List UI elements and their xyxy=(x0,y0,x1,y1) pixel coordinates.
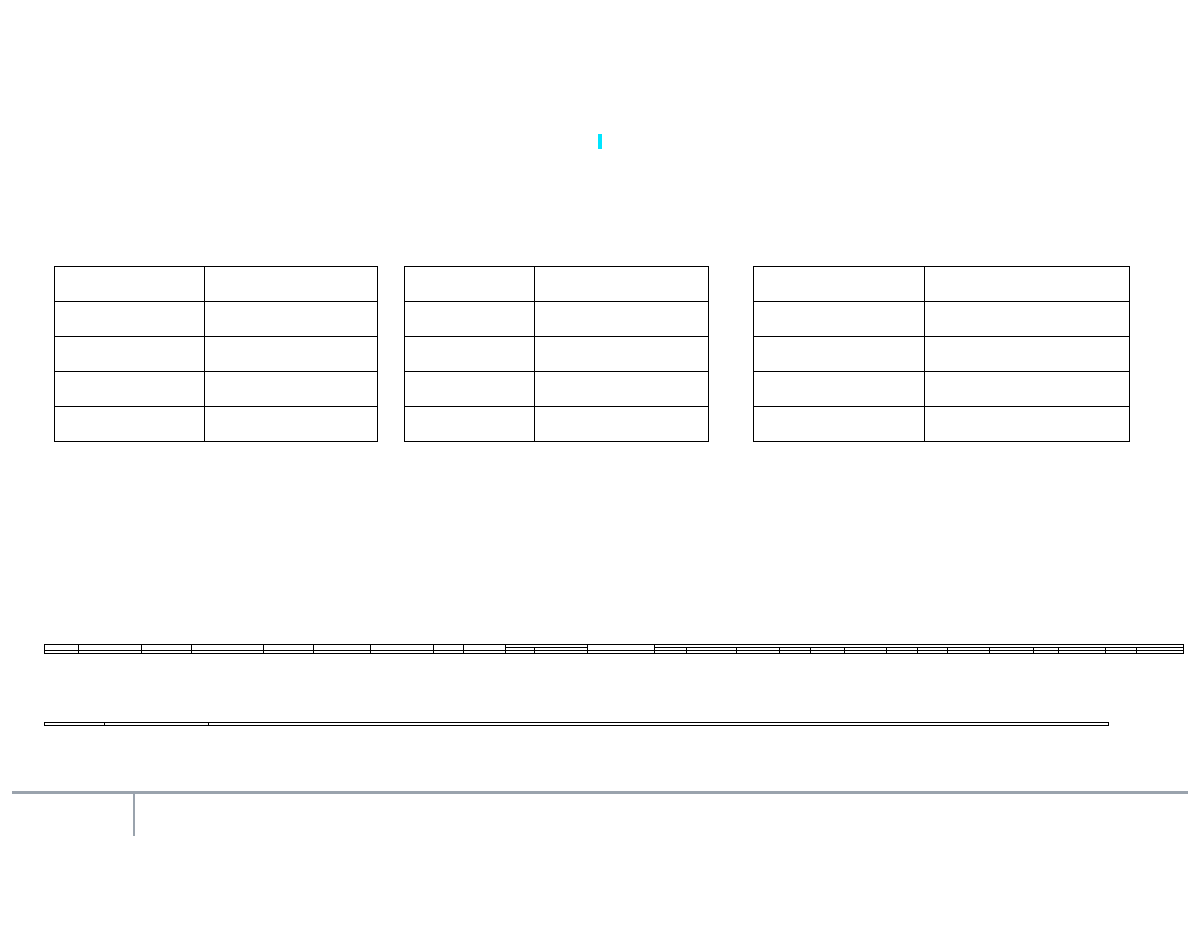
kv-value xyxy=(924,337,1129,372)
table-cell xyxy=(141,651,192,654)
table-cell xyxy=(844,651,886,654)
title-updated xyxy=(598,134,602,149)
table-row xyxy=(405,337,709,372)
table-cell xyxy=(78,651,141,654)
table-row xyxy=(754,337,1130,372)
column-header-empty xyxy=(105,723,209,726)
kv-key xyxy=(405,407,535,442)
group-header-direccion2 xyxy=(209,723,1109,726)
table-cell xyxy=(737,651,779,654)
kv-key xyxy=(754,372,925,407)
kv-key xyxy=(55,407,205,442)
table-cell xyxy=(371,651,434,654)
table-cell xyxy=(886,651,918,654)
table-cell xyxy=(918,651,947,654)
kv-value xyxy=(924,407,1129,442)
page-title xyxy=(0,133,1200,150)
table-cell xyxy=(1034,651,1059,654)
table-cell xyxy=(45,651,79,654)
kv-key xyxy=(405,337,535,372)
table-cell xyxy=(990,651,1034,654)
table-cell xyxy=(779,651,811,654)
table-row xyxy=(55,407,378,442)
table-cell xyxy=(1105,651,1137,654)
table-cell xyxy=(947,651,989,654)
table-cell xyxy=(505,651,534,654)
kv-key xyxy=(754,267,925,302)
table-row xyxy=(405,407,709,442)
table-cell xyxy=(192,651,264,654)
worker-data-table-1 xyxy=(54,266,378,442)
kv-value xyxy=(204,407,377,442)
table-row xyxy=(405,372,709,407)
kv-value xyxy=(924,302,1129,337)
worker-data-table-3 xyxy=(753,266,1130,442)
kv-key xyxy=(754,337,925,372)
table-cell xyxy=(811,651,845,654)
structure4-table-1 xyxy=(44,644,1184,654)
kv-value xyxy=(534,372,708,407)
kv-key xyxy=(55,302,205,337)
table-row xyxy=(45,651,1184,654)
table-row xyxy=(55,267,378,302)
table-row xyxy=(55,302,378,337)
kv-value xyxy=(534,407,708,442)
kv-value xyxy=(204,267,377,302)
table-cell xyxy=(1137,651,1184,654)
kv-value xyxy=(924,267,1129,302)
table-cell xyxy=(463,651,505,654)
section-heading xyxy=(22,172,36,189)
kv-key xyxy=(754,302,925,337)
kv-key xyxy=(55,267,205,302)
table-cell xyxy=(588,651,655,654)
kv-key xyxy=(405,302,535,337)
table-cell xyxy=(535,651,588,654)
kv-value xyxy=(534,337,708,372)
worker-data-table-2 xyxy=(404,266,709,442)
kv-value xyxy=(924,372,1129,407)
footer-vertical-divider xyxy=(133,794,135,836)
kv-value xyxy=(204,302,377,337)
kv-key xyxy=(55,372,205,407)
table-row xyxy=(754,372,1130,407)
table-cell xyxy=(1059,651,1105,654)
table-row xyxy=(754,407,1130,442)
kv-value xyxy=(534,267,708,302)
kv-key xyxy=(405,267,535,302)
table-row xyxy=(55,337,378,372)
table-row xyxy=(405,302,709,337)
column-header-empty xyxy=(45,723,105,726)
table-cell xyxy=(434,651,463,654)
kv-value xyxy=(534,302,708,337)
kv-value xyxy=(204,337,377,372)
table-cell xyxy=(314,651,371,654)
table-row xyxy=(405,267,709,302)
kv-key xyxy=(754,407,925,442)
table-row xyxy=(55,372,378,407)
table-cell xyxy=(655,651,687,654)
table-cell xyxy=(686,651,737,654)
table-cell xyxy=(263,651,314,654)
table-row xyxy=(754,302,1130,337)
structure4-table-2 xyxy=(44,722,1109,726)
table-row xyxy=(754,267,1130,302)
kv-key xyxy=(55,337,205,372)
kv-value xyxy=(204,372,377,407)
table-header-row xyxy=(45,723,1109,726)
footer-divider xyxy=(12,791,1188,794)
kv-key xyxy=(405,372,535,407)
